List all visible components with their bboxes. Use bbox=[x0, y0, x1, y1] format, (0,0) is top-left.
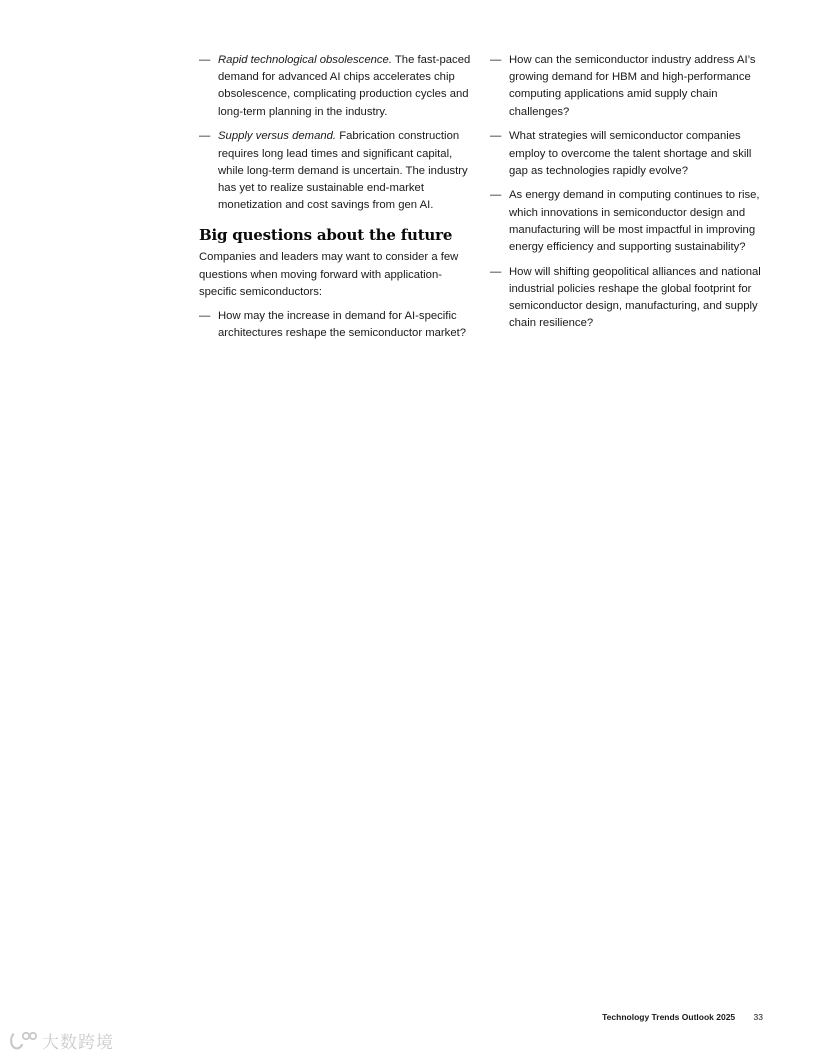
list-item bbox=[490, 52, 766, 121]
dash-bullet: — bbox=[199, 54, 211, 66]
dash-bullet: — bbox=[490, 189, 502, 202]
question-text: What strategies will semiconductor companies employ to overcome the talent shortage and skill gap as technologies rapidly evolve? bbox=[509, 130, 752, 177]
challenges-list bbox=[199, 52, 471, 214]
list-item bbox=[490, 264, 766, 333]
question-text: How will shifting geopolitical alliances and national industrial policies reshape the global footprint for semiconductor design, manufacturing, and supply chain resilience? bbox=[509, 265, 761, 330]
list-item bbox=[199, 128, 471, 214]
watermark-text: 大数跨境 bbox=[42, 1033, 114, 1053]
watermark bbox=[8, 1028, 114, 1053]
intro-paragraph: Companies and leaders may want to consider a few questions when moving forward with application-specific semiconductors: bbox=[199, 251, 459, 298]
list-item bbox=[490, 187, 766, 256]
question-text: How can the semiconductor industry address AI’s growing demand for HBM and high-performance computing applications amid supply chain challenges? bbox=[509, 54, 756, 118]
dash-bullet: — bbox=[490, 54, 502, 66]
watermark-logo-icon bbox=[8, 1030, 38, 1052]
section-heading: Big questions about the future bbox=[199, 226, 453, 245]
question-text: How may the increase in demand for AI-specific architectures reshape the semiconductor market? bbox=[218, 309, 467, 340]
questions-list-left bbox=[199, 308, 471, 342]
dash-bullet: — bbox=[490, 130, 502, 143]
list-item-text: The fast-paced demand for advanced AI chips accelerates chip obsolescence, complicating production cycles and long-term planning in the industry. bbox=[218, 54, 471, 118]
dash-bullet: — bbox=[199, 130, 211, 143]
list-item-text: Fabrication construction requires long lead times and significant capital, while long-term demand is uncertain. The industry has yet to realize sustainable end-market monetization and cost savings from gen AI. bbox=[218, 130, 468, 212]
questions-list-right bbox=[490, 52, 766, 333]
list-item bbox=[490, 128, 766, 180]
list-item bbox=[199, 52, 471, 121]
list-item bbox=[199, 308, 471, 342]
dash-bullet: — bbox=[490, 265, 502, 278]
question-text: As energy demand in computing continues to rise, which innovations in semiconductor design and manufacturing will be most impactful in improving energy efficiency and supporting sustainability? bbox=[509, 189, 760, 254]
list-item-lead: Supply versus demand. bbox=[218, 130, 337, 143]
footer-title: Technology Trends Outlook 2025 bbox=[602, 1012, 736, 1022]
dash-bullet: — bbox=[199, 309, 211, 322]
left-column bbox=[199, 52, 471, 350]
list-item-lead: Rapid technological obsolescence. bbox=[218, 54, 392, 66]
right-column bbox=[490, 52, 766, 340]
page-number: 33 bbox=[753, 1012, 763, 1022]
page-footer bbox=[602, 1011, 763, 1023]
